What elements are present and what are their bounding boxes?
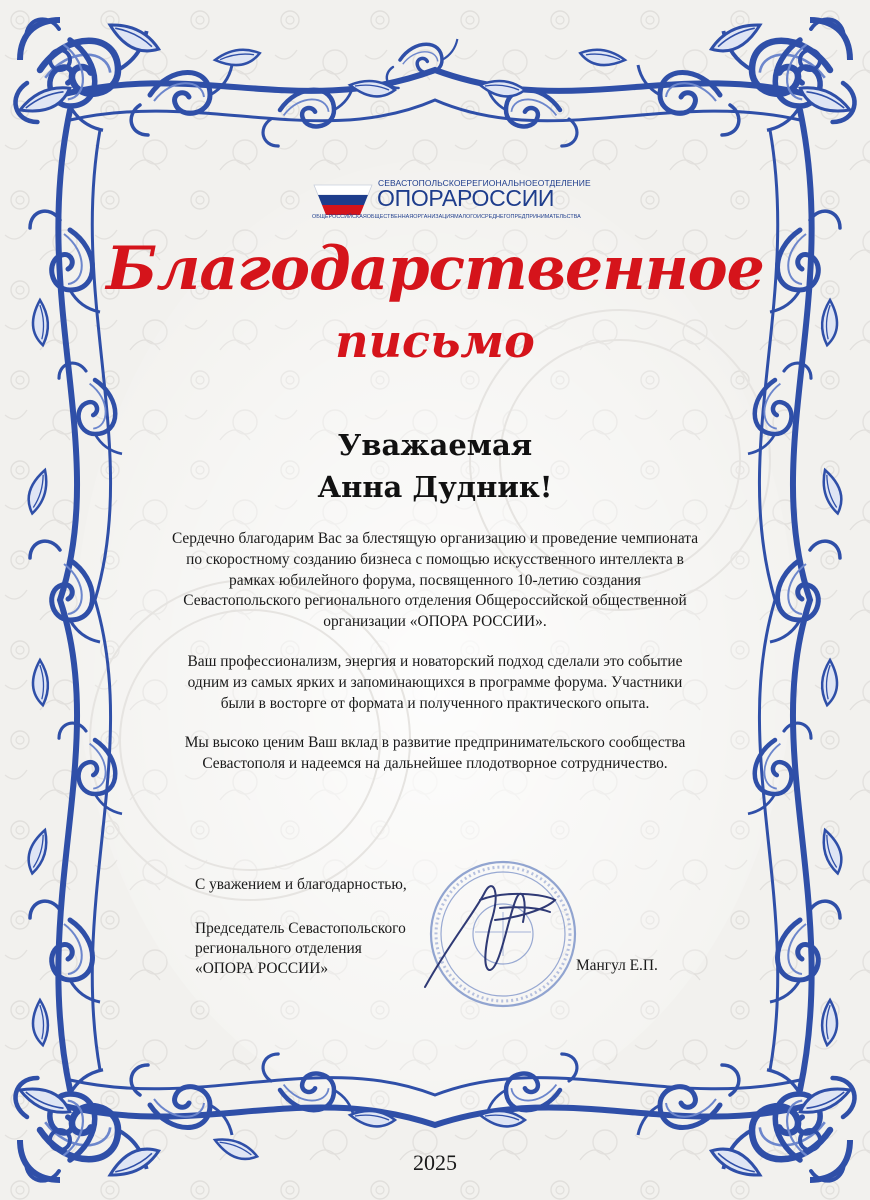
body-paragraph-1: Сердечно благодарим Вас за блестящую организацию и проведение чемпионата по скоростному созданию бизнеса с помощью искусственного интеллекта в рамках юбилейного форума, посвященного 10-летию создания Севастопольского регионального отделения Общероссийской общественной организации «ОПОРА РОССИИ».	[171, 530, 699, 631]
letter-body	[170, 529, 700, 794]
opora-logo	[312, 178, 591, 224]
closing-line: С уважением и благодарностью,	[195, 876, 407, 893]
role-line-3: «ОПОРА РОССИИ»	[195, 960, 329, 977]
title-line-1: Благодарственное	[106, 234, 764, 304]
logo-brand: ОПОРАРОССИИ	[377, 185, 555, 211]
body-paragraph-2: Ваш профессионализм, энергия и новаторский подход сделали это событие одним из самых ярких и запоминающихся в программе форума. Участники были в восторге от формата и полученного практического опыта.	[187, 652, 683, 712]
year: 2025	[413, 1150, 457, 1175]
role-line-1: Председатель Севастопольского	[195, 920, 406, 937]
russian-flag-icon	[312, 181, 374, 217]
signatory-role	[195, 919, 406, 979]
seal-stamp-icon	[405, 852, 585, 1017]
greeting-line-2: Анна Дудник!	[317, 470, 553, 504]
title-line-2: письмо	[335, 314, 535, 368]
logo-region-line: СЕВАСТОПОЛЬСКОЕРЕГИОНАЛЬНОЕОТДЕЛЕНИЕ	[378, 178, 591, 188]
signatory-name: Мангул Е.П.	[576, 957, 658, 974]
body-paragraph-3: Мы высоко ценим Ваш вклад в развитие предпринимательского сообщества Севастополя и надеемся на дальнейшее плодотворное сотрудничество.	[184, 734, 686, 773]
signature-icon	[425, 886, 555, 987]
greeting	[0, 424, 870, 508]
greeting-line-1: Уважаемая	[337, 428, 533, 462]
logo-org-line: ОБЩЕРОССИЙСКАЯОБЩЕСТВЕННАЯОРГАНИЗАЦИЯМАЛОГОИСРЕДНЕГОПРЕДПРИНИМАТЕЛЬСТВА	[312, 214, 581, 220]
role-line-2: регионального отделения	[195, 940, 362, 957]
